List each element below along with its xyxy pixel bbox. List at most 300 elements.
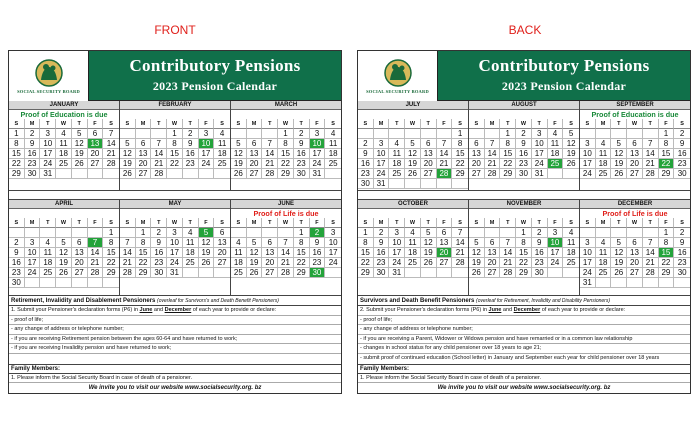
day-cell	[358, 129, 374, 139]
day-25: 25	[231, 268, 247, 278]
weekday-header: S	[9, 218, 25, 228]
day-9: 9	[151, 238, 167, 248]
logo-text: SOCIAL SECURITY BOARD	[366, 89, 429, 94]
day-26: 26	[421, 258, 437, 268]
req-text-a: Submit your Pensioner's declaration forms (P6) in	[364, 307, 489, 313]
day-23: 23	[516, 159, 532, 169]
day-11: 11	[405, 238, 421, 248]
day-cell	[56, 228, 72, 238]
day-12: 12	[611, 248, 627, 258]
weekday-header: S	[9, 119, 25, 129]
month-february	[120, 101, 231, 190]
day-14: 14	[120, 248, 136, 258]
day-29: 29	[452, 169, 468, 179]
day-cell	[40, 228, 56, 238]
day-3: 3	[548, 228, 564, 238]
day-22: 22	[452, 159, 468, 169]
day-cell	[88, 278, 104, 288]
day-8: 8	[516, 238, 532, 248]
day-6: 6	[214, 228, 230, 238]
day-28: 28	[500, 268, 516, 278]
month-note: Proof of Life is due	[602, 209, 668, 218]
day-5: 5	[72, 129, 88, 139]
month-note: Proof of Education is due	[591, 110, 679, 119]
day-cell	[437, 268, 453, 278]
day-19: 19	[421, 248, 437, 258]
day-cell	[643, 228, 659, 238]
day-23: 23	[294, 159, 310, 169]
weekday-header: S	[214, 119, 230, 129]
requirement-item: - if you are receiving Retirement pension between the ages 60-64 and have returned to work;	[9, 335, 341, 345]
ssb-logo-icon	[380, 58, 416, 88]
month-november	[469, 200, 580, 295]
weekday-header: F	[199, 119, 215, 129]
month-name: JANUARY	[9, 101, 119, 110]
day-27: 27	[627, 169, 643, 179]
month-march	[231, 101, 341, 190]
day-cell	[214, 268, 230, 278]
day-27: 27	[469, 169, 485, 179]
payment-day-5: 5	[199, 228, 215, 238]
day-24: 24	[40, 159, 56, 169]
day-8: 8	[294, 238, 310, 248]
day-24: 24	[310, 159, 326, 169]
day-8: 8	[659, 238, 675, 248]
weekday-header: S	[103, 218, 119, 228]
day-2: 2	[358, 139, 374, 149]
day-7: 7	[452, 228, 468, 238]
day-1: 1	[294, 228, 310, 238]
day-3: 3	[374, 139, 390, 149]
calendar-subtitle: 2023 Pension Calendar	[501, 79, 627, 93]
day-16: 16	[294, 149, 310, 159]
day-cell	[563, 268, 579, 278]
day-15: 15	[500, 149, 516, 159]
calendar-title: Contributory Pensions	[478, 56, 650, 75]
month-name: DECEMBER	[580, 200, 690, 209]
day-cell	[56, 278, 72, 288]
day-cell	[469, 129, 485, 139]
day-16: 16	[532, 248, 548, 258]
day-3: 3	[40, 129, 56, 139]
website-line: We invite you to visit our website www.socialsecurity.org. bz	[88, 384, 262, 391]
day-29: 29	[516, 268, 532, 278]
day-30: 30	[9, 278, 25, 288]
day-27: 27	[214, 258, 230, 268]
day-11: 11	[325, 139, 341, 149]
day-1: 1	[516, 228, 532, 238]
day-25: 25	[563, 258, 579, 268]
day-18: 18	[40, 258, 56, 268]
day-grid	[231, 218, 341, 278]
day-12: 12	[405, 149, 421, 159]
payment-day-10: 10	[548, 238, 564, 248]
day-15: 15	[278, 149, 294, 159]
day-28: 28	[88, 268, 104, 278]
day-15: 15	[103, 248, 119, 258]
day-cell	[278, 228, 294, 238]
day-cell	[151, 129, 167, 139]
day-10: 10	[580, 149, 596, 159]
payment-day-25: 25	[548, 159, 564, 169]
req-text-a: Submit your Pensioner's declaration forms (P6) in	[15, 307, 140, 313]
day-29: 29	[659, 169, 675, 179]
weekday-header: M	[25, 119, 41, 129]
day-7: 7	[120, 238, 136, 248]
day-17: 17	[325, 248, 341, 258]
day-9: 9	[532, 238, 548, 248]
section-title-text: Retirement, Invalidity and Disablement Pensioners	[11, 298, 156, 304]
day-23: 23	[9, 268, 25, 278]
day-7: 7	[437, 139, 453, 149]
month-note: Proof of Life is due	[253, 209, 319, 218]
month-note: Proof of Education is due	[20, 110, 108, 119]
day-cell	[40, 278, 56, 288]
day-21: 21	[151, 159, 167, 169]
day-20: 20	[88, 149, 104, 159]
day-17: 17	[167, 248, 183, 258]
day-13: 13	[262, 248, 278, 258]
day-30: 30	[374, 268, 390, 278]
day-27: 27	[262, 268, 278, 278]
day-4: 4	[548, 129, 564, 139]
weekday-header: S	[358, 218, 374, 228]
calendar-header	[358, 51, 690, 101]
calendar-header	[9, 51, 341, 101]
month-april	[9, 200, 120, 295]
day-2: 2	[374, 228, 390, 238]
day-11: 11	[214, 139, 230, 149]
day-20: 20	[485, 258, 501, 268]
day-cell	[421, 129, 437, 139]
calendar-subtitle: 2023 Pension Calendar	[152, 79, 278, 93]
day-21: 21	[643, 159, 659, 169]
day-7: 7	[643, 139, 659, 149]
day-cell	[611, 129, 627, 139]
day-24: 24	[532, 159, 548, 169]
day-18: 18	[548, 149, 564, 159]
month-note	[469, 110, 579, 119]
day-9: 9	[516, 139, 532, 149]
day-27: 27	[247, 169, 263, 179]
weekday-header: F	[310, 119, 326, 129]
day-12: 12	[72, 139, 88, 149]
day-10: 10	[580, 248, 596, 258]
weekday-header: T	[500, 119, 516, 129]
day-19: 19	[611, 258, 627, 268]
day-14: 14	[485, 149, 501, 159]
month-name: MARCH	[231, 101, 341, 110]
month-name: JUNE	[231, 200, 341, 209]
day-16: 16	[151, 248, 167, 258]
day-24: 24	[167, 258, 183, 268]
weekday-header: T	[294, 218, 310, 228]
req-text-c: and	[501, 307, 514, 313]
day-5: 5	[247, 238, 263, 248]
day-16: 16	[9, 258, 25, 268]
weekday-header: F	[548, 119, 564, 129]
day-1: 1	[500, 129, 516, 139]
day-11: 11	[56, 139, 72, 149]
day-13: 13	[437, 238, 453, 248]
day-5: 5	[611, 139, 627, 149]
weekday-header: F	[88, 218, 104, 228]
day-4: 4	[596, 139, 612, 149]
day-24: 24	[548, 258, 564, 268]
day-16: 16	[674, 248, 690, 258]
month-name: OCTOBER	[358, 200, 468, 209]
day-30: 30	[532, 268, 548, 278]
day-13: 13	[247, 149, 263, 159]
day-1: 1	[278, 129, 294, 139]
day-19: 19	[247, 258, 263, 268]
day-cell	[72, 169, 88, 179]
day-cell	[247, 228, 263, 238]
day-7: 7	[278, 238, 294, 248]
month-october	[358, 200, 469, 295]
weekday-header: T	[294, 119, 310, 129]
day-20: 20	[247, 159, 263, 169]
day-5: 5	[563, 129, 579, 139]
day-25: 25	[596, 169, 612, 179]
day-22: 22	[136, 258, 152, 268]
day-8: 8	[358, 238, 374, 248]
day-2: 2	[9, 238, 25, 248]
day-15: 15	[659, 149, 675, 159]
day-cell	[231, 228, 247, 238]
day-cell	[485, 228, 501, 238]
day-23: 23	[310, 258, 326, 268]
day-17: 17	[310, 149, 326, 159]
day-18: 18	[183, 248, 199, 258]
weekday-header: T	[643, 119, 659, 129]
day-14: 14	[278, 248, 294, 258]
weekday-header: S	[674, 218, 690, 228]
day-30: 30	[358, 179, 374, 189]
day-1: 1	[452, 129, 468, 139]
day-cell	[548, 268, 564, 278]
day-26: 26	[231, 169, 247, 179]
day-6: 6	[437, 228, 453, 238]
day-31: 31	[580, 278, 596, 288]
family-members-item: 1. Please inform the Social Security Board in case of death of a pensioner.	[9, 374, 341, 383]
requirement-item: - if you are receiving Invalidity pension and have returned to work;	[9, 344, 341, 354]
req-text-e: of each year to provide or declare:	[191, 307, 277, 313]
day-16: 16	[25, 149, 41, 159]
day-11: 11	[183, 238, 199, 248]
day-13: 13	[136, 149, 152, 159]
day-grid	[469, 218, 579, 278]
ssb-logo	[9, 51, 89, 101]
day-cell	[485, 129, 501, 139]
day-grid	[469, 119, 579, 179]
weekday-header: W	[516, 119, 532, 129]
day-22: 22	[278, 159, 294, 169]
day-cell	[167, 169, 183, 179]
day-13: 13	[214, 238, 230, 248]
day-22: 22	[516, 258, 532, 268]
day-18: 18	[596, 159, 612, 169]
requirement-item: - any change of address or telephone number;	[9, 325, 341, 335]
day-cell	[627, 278, 643, 288]
weekday-header: T	[72, 119, 88, 129]
day-cell	[231, 129, 247, 139]
day-cell	[611, 228, 627, 238]
day-4: 4	[389, 139, 405, 149]
day-23: 23	[25, 159, 41, 169]
day-25: 25	[56, 159, 72, 169]
day-5: 5	[56, 238, 72, 248]
day-27: 27	[88, 159, 104, 169]
day-22: 22	[659, 258, 675, 268]
day-1: 1	[659, 129, 675, 139]
day-23: 23	[674, 159, 690, 169]
day-4: 4	[183, 228, 199, 238]
day-17: 17	[374, 159, 390, 169]
day-27: 27	[485, 268, 501, 278]
day-19: 19	[120, 159, 136, 169]
day-14: 14	[88, 248, 104, 258]
family-members-item: 1. Please inform the Social Security Board in case of death of a pensioner.	[358, 374, 690, 383]
day-5: 5	[231, 139, 247, 149]
day-7: 7	[500, 238, 516, 248]
weekday-header: T	[183, 218, 199, 228]
day-3: 3	[167, 228, 183, 238]
weekday-header: S	[563, 218, 579, 228]
requirement-main	[9, 306, 341, 316]
weekday-header: T	[40, 218, 56, 228]
weekday-header: M	[136, 119, 152, 129]
requirements-list	[9, 306, 341, 365]
day-22: 22	[167, 159, 183, 169]
day-grid	[580, 119, 690, 179]
day-grid	[580, 218, 690, 288]
payment-day-10: 10	[199, 139, 215, 149]
day-1: 1	[358, 228, 374, 238]
day-grid	[231, 119, 341, 179]
day-cell	[548, 169, 564, 179]
day-3: 3	[389, 228, 405, 238]
day-27: 27	[421, 169, 437, 179]
weekday-header: M	[247, 119, 263, 129]
day-9: 9	[310, 238, 326, 248]
day-11: 11	[596, 248, 612, 258]
day-cell	[199, 169, 215, 179]
weekday-header: T	[151, 218, 167, 228]
day-12: 12	[469, 248, 485, 258]
day-cell	[627, 228, 643, 238]
weekday-header: S	[580, 119, 596, 129]
day-26: 26	[469, 268, 485, 278]
day-cell	[120, 129, 136, 139]
day-16: 16	[358, 159, 374, 169]
day-26: 26	[405, 169, 421, 179]
family-members-title: Family Members:	[9, 365, 341, 374]
day-29: 29	[659, 268, 675, 278]
day-cell	[500, 228, 516, 238]
ssb-logo	[358, 51, 438, 101]
day-1: 1	[9, 129, 25, 139]
day-14: 14	[151, 149, 167, 159]
day-10: 10	[25, 248, 41, 258]
requirement-item: - proof of life;	[9, 316, 341, 326]
day-6: 6	[421, 139, 437, 149]
day-16: 16	[674, 149, 690, 159]
day-31: 31	[374, 179, 390, 189]
day-6: 6	[247, 139, 263, 149]
payment-day-30: 30	[310, 268, 326, 278]
day-5: 5	[120, 139, 136, 149]
day-26: 26	[611, 268, 627, 278]
day-cell	[659, 278, 675, 288]
day-10: 10	[325, 238, 341, 248]
weekday-header: T	[500, 218, 516, 228]
day-23: 23	[358, 169, 374, 179]
day-28: 28	[103, 159, 119, 169]
month-july	[358, 101, 469, 190]
weekday-header: M	[485, 218, 501, 228]
day-9: 9	[674, 238, 690, 248]
day-31: 31	[40, 169, 56, 179]
day-cell	[452, 268, 468, 278]
day-cell	[214, 169, 230, 179]
day-26: 26	[199, 258, 215, 268]
day-25: 25	[40, 268, 56, 278]
day-cell	[120, 228, 136, 238]
day-23: 23	[183, 159, 199, 169]
day-cell	[325, 268, 341, 278]
weekday-header: T	[262, 119, 278, 129]
day-3: 3	[25, 238, 41, 248]
day-20: 20	[136, 159, 152, 169]
day-28: 28	[120, 268, 136, 278]
day-grid	[120, 119, 230, 179]
day-13: 13	[627, 149, 643, 159]
day-21: 21	[262, 159, 278, 169]
day-15: 15	[9, 149, 25, 159]
payment-day-10: 10	[310, 139, 326, 149]
day-15: 15	[136, 248, 152, 258]
weekday-header: S	[103, 119, 119, 129]
section-title-text: Survivors and Death Benefit Pensioners	[360, 298, 475, 304]
day-25: 25	[596, 268, 612, 278]
day-cell	[596, 278, 612, 288]
weekday-header: W	[516, 218, 532, 228]
header-text	[438, 51, 690, 100]
day-18: 18	[389, 159, 405, 169]
day-27: 27	[437, 258, 453, 268]
day-cell	[262, 129, 278, 139]
website-line: We invite you to visit our website www.socialsecurity.org. bz	[437, 384, 611, 391]
weekday-header: F	[88, 119, 104, 129]
section-title	[9, 296, 341, 306]
day-19: 19	[405, 159, 421, 169]
day-6: 6	[627, 238, 643, 248]
day-15: 15	[358, 248, 374, 258]
payment-day-15: 15	[659, 248, 675, 258]
day-7: 7	[643, 238, 659, 248]
day-cell	[183, 169, 199, 179]
requirement-item: - proof of life;	[358, 316, 690, 326]
day-25: 25	[183, 258, 199, 268]
family-members-title: Family Members:	[358, 365, 690, 374]
day-3: 3	[532, 129, 548, 139]
day-cell	[580, 228, 596, 238]
weekday-header: T	[389, 218, 405, 228]
weekday-header: W	[167, 119, 183, 129]
month-row	[358, 199, 690, 296]
day-cell	[389, 129, 405, 139]
